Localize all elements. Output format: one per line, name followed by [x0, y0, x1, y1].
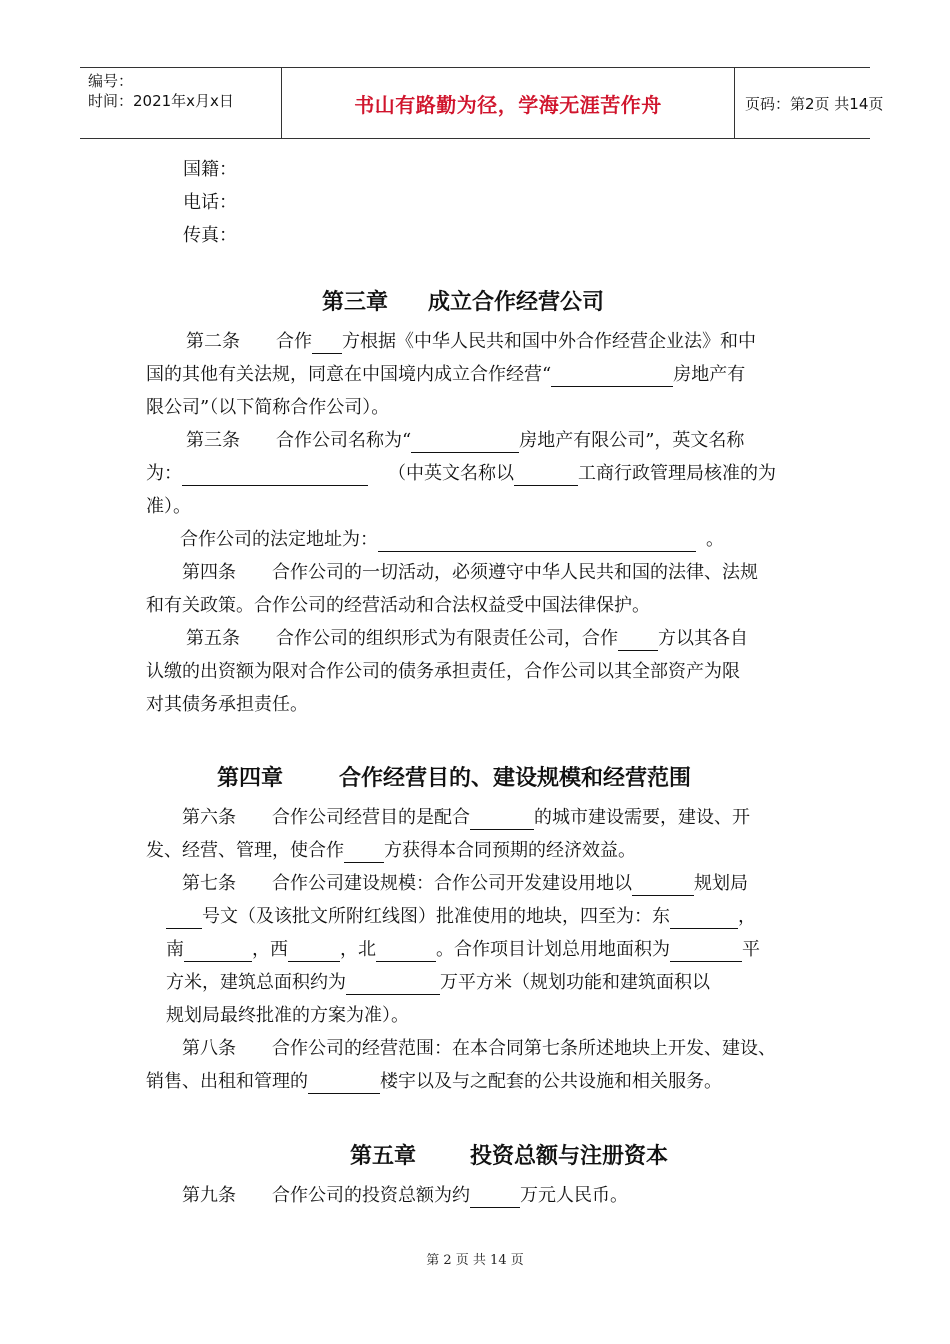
blank-field — [670, 941, 742, 962]
blank-field — [308, 1073, 380, 1094]
article-5-line-3: 对其债务承担责任。 — [146, 694, 308, 715]
blank-field — [288, 941, 340, 962]
document-number-label: 编号： — [88, 72, 134, 90]
article-2-number: 第二条 — [186, 331, 240, 352]
article-3-number: 第三条 — [186, 430, 240, 451]
blank-field — [184, 941, 252, 962]
article-2-line-2: 国的其他有关法规，同意在中国境内成立合作经营“ 房地产有 — [146, 364, 746, 385]
blank-field — [470, 809, 534, 830]
blank-field — [378, 531, 696, 552]
article-5-number: 第五条 — [186, 628, 240, 649]
article-3-line-1: 第三条 合作公司名称为“ 房地产有限公司”，英文名称 — [186, 430, 745, 451]
chapter-5-number: 第五章 — [350, 1144, 417, 1169]
article-6-line-2: 发、经营、管理，使合作 方获得本合同预期的经济效益。 — [146, 840, 636, 861]
article-2-line-1: 第二条 合作 方根据《中华人民共和国中外合作经营企业法》和中 — [186, 331, 756, 352]
legal-address-line: 合作公司的法定地址为： 。 — [180, 529, 724, 550]
chapter-4-heading — [217, 765, 691, 793]
article-2-line-3: 限公司”（以下简称合作公司）。 — [146, 397, 390, 418]
article-5-line-1: 第五条 合作公司的组织形式为有限责任公司，合作 方以其各自 — [186, 628, 748, 649]
article-6-number: 第六条 — [182, 807, 236, 828]
blank-field — [670, 908, 738, 929]
blank-field — [376, 941, 436, 962]
phone-line: 电话： — [183, 192, 237, 213]
article-8-line-1: 第八条 合作公司的经营范围：在本合同第七条所述地块上开发、建设、 — [182, 1038, 776, 1059]
blank-field — [182, 465, 368, 486]
article-7-number: 第七条 — [182, 873, 236, 894]
nationality-line: 国籍： — [183, 159, 237, 180]
article-3-line-3: 准）。 — [146, 496, 191, 517]
chapter-3-title: 成立合作经营公司 — [428, 290, 605, 315]
header-motto: 书山有路勤为径，学海无涯苦作舟 — [354, 92, 662, 117]
article-4-line-1: 第四条 合作公司的一切活动，必须遵守中华人民共和国的法律、法规 — [182, 562, 758, 583]
article-6-line-1: 第六条 合作公司经营目的是配合 的城市建设需要，建设、开 — [182, 807, 750, 828]
chapter-5-heading — [350, 1143, 668, 1171]
blank-field — [632, 875, 694, 896]
header-motto-cell — [281, 68, 735, 138]
document-header — [80, 67, 884, 139]
blank-field — [344, 842, 384, 863]
article-9-number: 第九条 — [182, 1185, 236, 1206]
fax-line: 传真： — [183, 225, 237, 246]
article-7-line-2: 号文（及该批文所附红线图）批准使用的地块，四至为：东 ， — [166, 905, 756, 929]
document-date-label: 时间：2021年x月x日 — [88, 92, 234, 110]
blank-field — [551, 366, 673, 387]
chapter-3-number: 第三章 — [322, 290, 389, 315]
blank-field — [618, 630, 658, 651]
article-8-line-2: 销售、出租和管理的 楼宇以及与之配套的公共设施和相关服务。 — [146, 1071, 722, 1092]
article-7-line-3: 南 ，西 ，北 。合作项目计划总用地面积为 平 — [166, 939, 760, 960]
blank-field — [346, 974, 440, 995]
article-4-line-2: 和有关政策。合作公司的经营活动和合法权益受中国法律保护。 — [146, 595, 650, 616]
blank-field — [166, 908, 202, 929]
page-footer: 第 2 页 共 14 页 — [426, 1253, 524, 1268]
article-7-line-4: 方米，建筑总面积约为 万平方米（规划功能和建筑面积以 — [166, 972, 710, 993]
blank-field — [514, 465, 578, 486]
header-page-label: 页码：第2页 共14页 — [745, 94, 884, 113]
chapter-4-title: 合作经营目的、建设规模和经营范围 — [339, 766, 692, 791]
article-9-line-1: 第九条 合作公司的投资总额为约 万元人民币。 — [182, 1185, 628, 1206]
article-7-line-1: 第七条 合作公司建设规模：合作公司开发建设用地以 规划局 — [182, 873, 748, 894]
header-meta-cell — [80, 68, 281, 138]
blank-field — [470, 1187, 520, 1208]
article-5-line-2: 认缴的出资额为限对合作公司的债务承担责任，合作公司以其全部资产为限 — [146, 661, 740, 682]
chapter-5-title: 投资总额与注册资本 — [470, 1144, 669, 1169]
article-3-line-2: 为： （中英文名称以 工商行政管理局核准的为 — [146, 463, 776, 484]
article-4-number: 第四条 — [182, 562, 236, 583]
chapter-4-number: 第四章 — [217, 766, 284, 791]
chapter-3-heading — [322, 289, 604, 317]
article-8-number: 第八条 — [182, 1038, 236, 1059]
article-7-line-5: 规划局最终批准的方案为准）。 — [166, 1005, 409, 1026]
blank-field — [411, 432, 519, 453]
blank-field — [312, 333, 342, 354]
